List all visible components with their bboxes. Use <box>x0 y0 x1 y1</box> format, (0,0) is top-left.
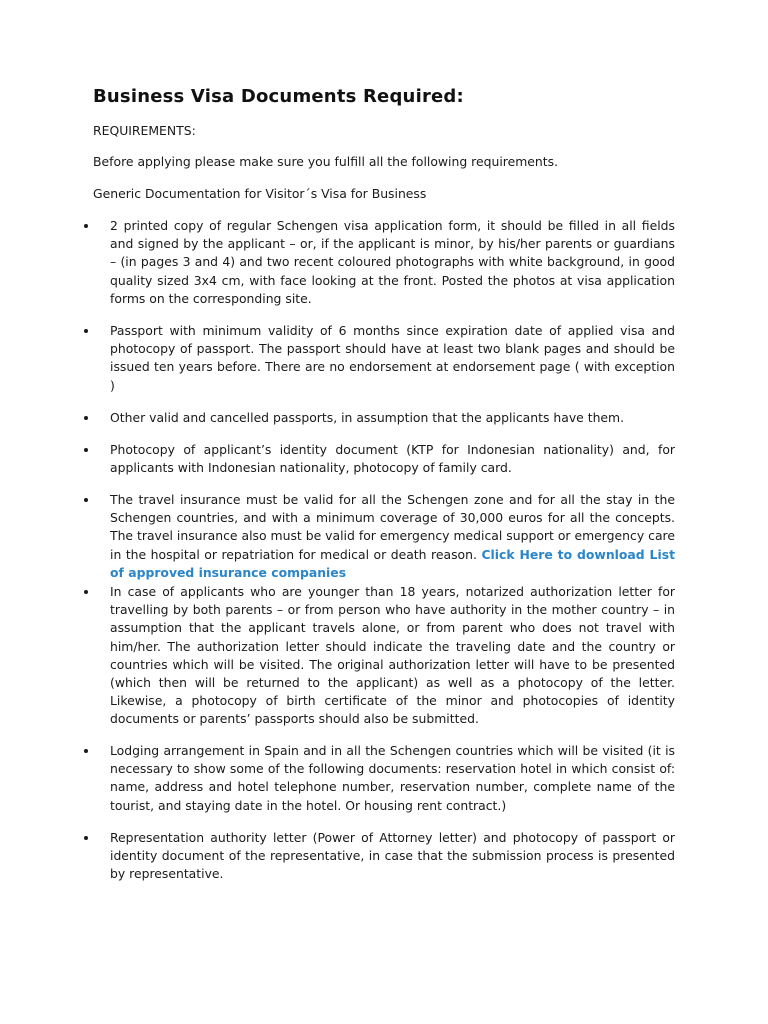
list-item-text: Photocopy of applicant’s identity document (KTP for Indonesian nationality) and, for applicants with Indonesian nationality, photocopy of family card. <box>110 442 675 476</box>
list-item-text: 2 printed copy of regular Schengen visa application form, it should be filled in all fields and signed by the applicant – or, if the applicant is minor, by his/her parents or guardians – (in pages 3 and 4) and two recent coloured photographs with white background, in good quality sized 3x4 cm, with face looking at the front. Posted the photos at visa application forms on the corresponding site. <box>110 218 675 306</box>
bullet-icon <box>84 749 88 753</box>
bullet-icon <box>84 224 88 228</box>
generic-documentation-heading: Generic Documentation for Visitor´s Visa for Business <box>93 186 427 201</box>
insurance-companies-download-link[interactable]: Click Here to download List of approved insurance companies <box>110 546 675 580</box>
list-item-text: Lodging arrangement in Spain and in all the Schengen countries which will be visited (it is necessary to show some of the following documents: reservation hotel in which consist of: name, address and hotel telephone number, reservation number, complete name of the tourist, and staying date in the hotel. Or housing rent contract.) <box>110 743 675 813</box>
bullet-icon <box>84 448 88 452</box>
list-item-text: Passport with minimum validity of 6 months since expiration date of applied visa and photocopy of passport. The passport should have at least two blank pages and should be issued ten years before. There are no endorsement at endorsement page ( with exception ) <box>110 323 675 393</box>
bullet-icon <box>84 836 88 840</box>
list-item-text <box>110 491 675 582</box>
bullet-icon <box>84 416 88 420</box>
list-item-text: In case of applicants who are younger than 18 years, notarized authorization letter for travelling by both parents – or from person who have authority in the mother country – in assumption that the applicant travels alone, or from parent who does not travel with him/her. The authorization letter should indicate the traveling date and the country or countries which will be visited. The original authorization letter will have to be presented (which then will be returned to the applicant) as well as a photocopy of the letter. Likewise, a photocopy of birth certificate of the minor and photocopies of identity documents or parents’ passports should also be submitted. <box>110 584 675 727</box>
list-item-text: Representation authority letter (Power of Attorney letter) and photocopy of passport or identity document of the representative, in case that the submission process is presented by representative. <box>110 830 675 882</box>
intro-paragraph: Before applying please make sure you fulfill all the following requirements. <box>93 154 559 169</box>
page-title: Business Visa Documents Required: <box>93 86 464 107</box>
insurance-text: The travel insurance must be valid for all the Schengen zone and for all the stay in the Schengen countries, and with a minimum coverage of 30,000 euros for all the concepts. The travel insurance also must be valid for emergency medical support or emergency care in the hospital or repatriation for medical or death reason. <box>110 492 675 562</box>
requirements-label: REQUIREMENTS: <box>93 123 196 138</box>
bullet-icon <box>84 498 88 502</box>
bullet-icon <box>84 590 88 594</box>
bullet-icon <box>84 329 88 333</box>
list-item-text: Other valid and cancelled passports, in assumption that the applicants have them. <box>110 410 625 425</box>
